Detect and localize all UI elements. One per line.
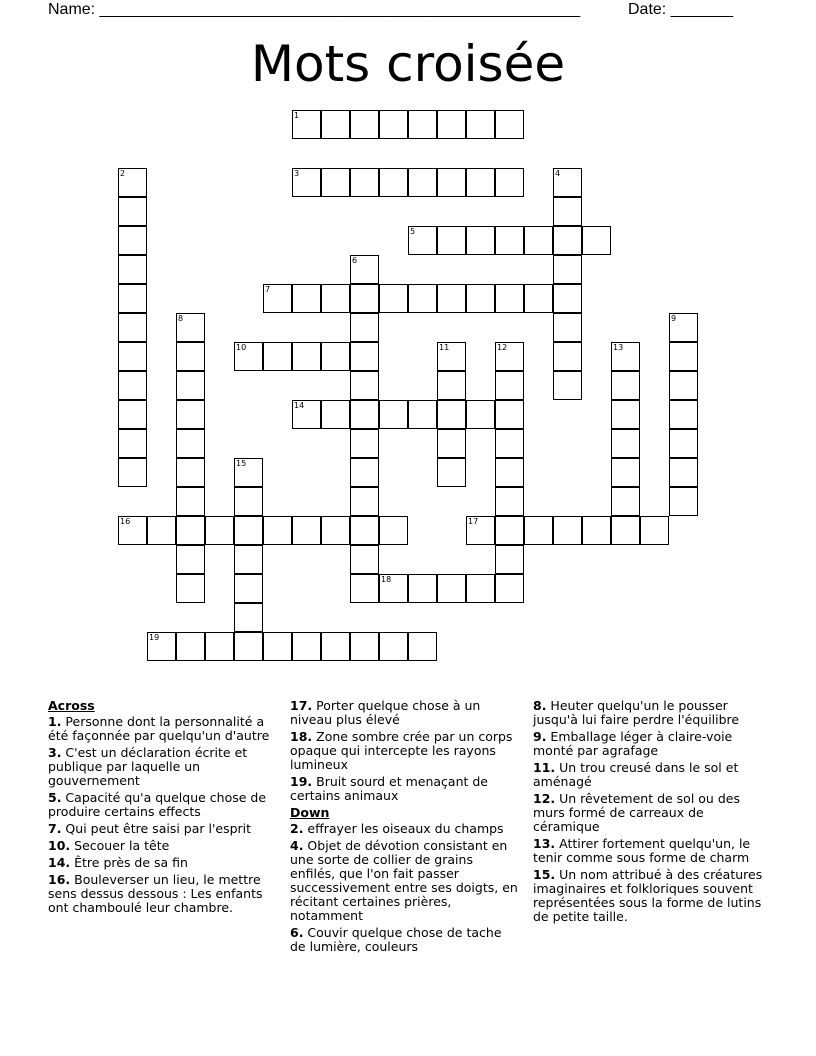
grid-cell[interactable] <box>582 226 611 255</box>
clue-number: 14 <box>294 401 305 410</box>
grid-cell[interactable] <box>495 110 524 139</box>
grid-cell[interactable] <box>263 284 292 313</box>
grid-cell[interactable] <box>553 342 582 371</box>
grid-cell[interactable] <box>495 487 524 516</box>
grid-cell[interactable] <box>437 168 466 197</box>
grid-cell[interactable] <box>350 284 379 313</box>
clue-item-number: 16. <box>48 872 71 887</box>
clue-item-number: 13. <box>533 836 556 851</box>
clue-item <box>48 746 270 788</box>
grid-cell[interactable] <box>118 342 147 371</box>
grid-cell[interactable] <box>466 226 495 255</box>
clue-number: 19 <box>149 633 160 642</box>
grid-cell[interactable] <box>350 168 379 197</box>
clue-item-text: Attirer fortement quelqu'un, le tenir comme sous forme de charm <box>533 836 751 865</box>
grid-cell[interactable] <box>350 487 379 516</box>
grid-cell[interactable] <box>205 632 234 661</box>
grid-cell[interactable] <box>379 284 408 313</box>
grid-cell[interactable] <box>437 342 466 371</box>
grid-cell[interactable] <box>611 429 640 458</box>
grid-cell[interactable] <box>118 255 147 284</box>
grid-cell[interactable] <box>118 429 147 458</box>
grid-cell[interactable] <box>408 284 437 313</box>
grid-cell[interactable] <box>118 516 147 545</box>
clue-item-number: 1. <box>48 714 62 729</box>
clue-item <box>533 730 767 758</box>
grid-cell[interactable] <box>292 110 321 139</box>
grid-cell[interactable] <box>466 168 495 197</box>
clue-item <box>48 856 270 870</box>
grid-cell[interactable] <box>321 516 350 545</box>
clue-number: 9 <box>671 314 677 323</box>
grid-cell[interactable] <box>437 574 466 603</box>
clue-item-number: 10. <box>48 838 71 853</box>
grid-cell[interactable] <box>669 400 698 429</box>
grid-cell[interactable] <box>669 371 698 400</box>
grid-cell[interactable] <box>495 168 524 197</box>
clue-number: 7 <box>265 285 271 294</box>
grid-cell[interactable] <box>495 458 524 487</box>
clue-column-1 <box>48 699 270 918</box>
grid-cell[interactable] <box>669 487 698 516</box>
grid-cell[interactable] <box>495 371 524 400</box>
grid-cell[interactable] <box>176 313 205 342</box>
grid-cell[interactable] <box>321 110 350 139</box>
grid-cell[interactable] <box>669 429 698 458</box>
grid-cell[interactable] <box>553 516 582 545</box>
clue-number: 18 <box>381 575 392 584</box>
grid-cell[interactable] <box>350 400 379 429</box>
grid-cell[interactable] <box>495 284 524 313</box>
grid-cell[interactable] <box>437 429 466 458</box>
clue-item-number: 19. <box>290 774 313 789</box>
grid-cell[interactable] <box>553 284 582 313</box>
grid-cell[interactable] <box>437 400 466 429</box>
grid-cell[interactable] <box>466 400 495 429</box>
grid-cell[interactable] <box>437 226 466 255</box>
grid-cell[interactable] <box>350 458 379 487</box>
grid-cell[interactable] <box>466 574 495 603</box>
grid-cell[interactable] <box>118 197 147 226</box>
clue-item-text: Zone sombre crée par un corps opaque qui intercepte les rayons lumineux <box>290 729 513 772</box>
grid-cell[interactable] <box>234 487 263 516</box>
clue-item-number: 3. <box>48 745 62 760</box>
grid-cell[interactable] <box>118 226 147 255</box>
grid-cell[interactable] <box>118 400 147 429</box>
across-heading: Across <box>48 698 95 713</box>
grid-cell[interactable] <box>234 516 263 545</box>
clue-item-text: effrayer les oiseaux du champs <box>303 821 504 836</box>
clue-number: 13 <box>613 343 624 352</box>
clue-item-text: Personne dont la personnalité a été façonnée par quelqu'un d'autre <box>48 714 270 743</box>
clue-item <box>290 699 520 727</box>
clue-item-number: 14. <box>48 855 71 870</box>
grid-cell[interactable] <box>176 429 205 458</box>
clue-item <box>533 837 767 865</box>
clue-number: 3 <box>294 169 300 178</box>
grid-cell[interactable] <box>611 371 640 400</box>
grid-cell[interactable] <box>263 632 292 661</box>
grid-cell[interactable] <box>350 371 379 400</box>
clue-item-number: 2. <box>290 821 304 836</box>
grid-cell[interactable] <box>234 342 263 371</box>
grid-cell[interactable] <box>176 371 205 400</box>
grid-cell[interactable] <box>379 516 408 545</box>
clue-item-number: 9. <box>533 729 547 744</box>
grid-cell[interactable] <box>379 574 408 603</box>
clue-item-text: Qui peut être saisi par l'esprit <box>61 821 252 836</box>
grid-cell[interactable] <box>611 458 640 487</box>
grid-cell[interactable] <box>176 400 205 429</box>
grid-cell[interactable] <box>176 458 205 487</box>
clue-item-number: 5. <box>48 790 62 805</box>
name-field[interactable]: Name: ______________________________________________________ <box>48 1 581 18</box>
grid-cell[interactable] <box>553 197 582 226</box>
grid-cell[interactable] <box>495 342 524 371</box>
grid-cell[interactable] <box>176 545 205 574</box>
grid-cell[interactable] <box>524 284 553 313</box>
grid-cell[interactable] <box>495 574 524 603</box>
grid-cell[interactable] <box>495 429 524 458</box>
grid-cell[interactable] <box>582 516 611 545</box>
clue-item-text: Capacité qu'a quelque chose de produire certains effects <box>48 790 267 819</box>
clue-number: 12 <box>497 343 508 352</box>
clue-number: 8 <box>178 314 184 323</box>
grid-cell[interactable] <box>524 226 553 255</box>
grid-cell[interactable] <box>118 168 147 197</box>
clue-number: 15 <box>236 459 247 468</box>
down-heading: Down <box>290 805 330 820</box>
grid-cell[interactable] <box>524 516 553 545</box>
clue-number: 4 <box>555 169 561 178</box>
grid-cell[interactable] <box>176 632 205 661</box>
grid-cell[interactable] <box>437 284 466 313</box>
grid-cell[interactable] <box>669 458 698 487</box>
grid-cell[interactable] <box>350 574 379 603</box>
grid-cell[interactable] <box>408 400 437 429</box>
clue-item-text: Bruit sourd et menaçant de certains animaux <box>290 774 488 803</box>
grid-cell[interactable] <box>118 458 147 487</box>
grid-cell[interactable] <box>292 400 321 429</box>
clue-item-text: Heuter quelqu'un le pousser jusqu'à lui faire perdre l'équilibre <box>533 698 740 727</box>
grid-cell[interactable] <box>321 168 350 197</box>
clue-item <box>290 730 520 772</box>
grid-cell[interactable] <box>292 516 321 545</box>
clue-item <box>533 792 767 834</box>
clue-item <box>290 775 520 803</box>
grid-cell[interactable] <box>379 400 408 429</box>
grid-cell[interactable] <box>553 313 582 342</box>
grid-cell[interactable] <box>495 226 524 255</box>
grid-cell[interactable] <box>292 632 321 661</box>
grid-cell[interactable] <box>495 545 524 574</box>
grid-cell[interactable] <box>147 632 176 661</box>
clue-number: 11 <box>439 343 450 352</box>
clue-number: 2 <box>120 169 126 178</box>
grid-cell[interactable] <box>553 168 582 197</box>
grid-cell[interactable] <box>118 371 147 400</box>
grid-cell[interactable] <box>350 313 379 342</box>
grid-cell[interactable] <box>408 226 437 255</box>
grid-cell[interactable] <box>553 371 582 400</box>
grid-cell[interactable] <box>234 458 263 487</box>
clue-number: 5 <box>410 227 416 236</box>
clue-item-text: Emballage léger à claire-voie monté par agrafage <box>533 729 733 758</box>
grid-cell[interactable] <box>379 168 408 197</box>
grid-cell[interactable] <box>640 516 669 545</box>
grid-cell[interactable] <box>321 342 350 371</box>
grid-cell[interactable] <box>321 632 350 661</box>
grid-cell[interactable] <box>495 400 524 429</box>
clue-item-number: 12. <box>533 791 556 806</box>
grid-cell[interactable] <box>292 342 321 371</box>
grid-cell[interactable] <box>466 516 495 545</box>
clue-item-text: C'est un déclaration écrite et publique par laquelle un gouvernement <box>48 745 248 788</box>
grid-cell[interactable] <box>147 516 176 545</box>
grid-cell[interactable] <box>176 487 205 516</box>
clue-item-number: 4. <box>290 838 304 853</box>
grid-cell[interactable] <box>176 516 205 545</box>
grid-cell[interactable] <box>234 632 263 661</box>
grid-cell[interactable] <box>350 516 379 545</box>
grid-cell[interactable] <box>234 574 263 603</box>
grid-cell[interactable] <box>611 487 640 516</box>
grid-cell[interactable] <box>553 226 582 255</box>
clue-item-text: Couvir quelque chose de tache de lumière, couleurs <box>290 925 502 954</box>
clue-item <box>48 873 270 915</box>
clue-item-number: 8. <box>533 698 547 713</box>
grid-cell[interactable] <box>379 110 408 139</box>
grid-cell[interactable] <box>321 284 350 313</box>
clue-number: 6 <box>352 256 358 265</box>
grid-cell[interactable] <box>437 371 466 400</box>
header <box>48 0 733 20</box>
grid-cell[interactable] <box>466 284 495 313</box>
page-title: Mots croisée <box>250 35 566 93</box>
grid-cell[interactable] <box>408 110 437 139</box>
clue-item <box>290 839 520 923</box>
clue-item <box>48 791 270 819</box>
grid-cell[interactable] <box>350 632 379 661</box>
grid-cell[interactable] <box>408 168 437 197</box>
grid-cell[interactable] <box>437 458 466 487</box>
grid-cell[interactable] <box>176 574 205 603</box>
grid-cell[interactable] <box>118 313 147 342</box>
grid-cell[interactable] <box>669 313 698 342</box>
clue-item-number: 17. <box>290 698 313 713</box>
grid-cell[interactable] <box>553 255 582 284</box>
clue-item <box>290 822 520 836</box>
grid-cell[interactable] <box>350 342 379 371</box>
clue-item <box>533 761 767 789</box>
grid-cell[interactable] <box>350 110 379 139</box>
clue-item-text: Porter quelque chose à un niveau plus élevé <box>290 698 481 727</box>
clue-item-text: Bouleverser un lieu, le mettre sens dessus dessous : Les enfants ont chamboulé leur chambre. <box>48 872 263 915</box>
clue-item-text: Un rêvetement de sol ou des murs formé de carreaux de céramique <box>533 791 740 834</box>
grid-cell[interactable] <box>495 516 524 545</box>
date-field[interactable]: Date: _______ <box>628 1 733 18</box>
grid-cell[interactable] <box>408 574 437 603</box>
grid-cell[interactable] <box>350 429 379 458</box>
clue-item <box>48 839 270 853</box>
clue-number: 1 <box>294 111 300 120</box>
grid-cell[interactable] <box>611 400 640 429</box>
clue-column-3 <box>533 699 767 927</box>
clue-item-number: 18. <box>290 729 313 744</box>
grid-cell[interactable] <box>350 255 379 284</box>
grid-cell[interactable] <box>379 632 408 661</box>
grid-cell[interactable] <box>408 632 437 661</box>
grid-cell[interactable] <box>669 342 698 371</box>
clue-item <box>533 868 767 924</box>
grid-cell[interactable] <box>234 545 263 574</box>
clue-item-number: 15. <box>533 867 556 882</box>
clue-item <box>290 926 520 954</box>
clue-item-number: 7. <box>48 821 62 836</box>
clue-column-2 <box>290 699 520 957</box>
grid-cell[interactable] <box>118 284 147 313</box>
clue-number: 16 <box>120 517 131 526</box>
grid-cell[interactable] <box>611 342 640 371</box>
clue-item-text: Être près de sa fin <box>70 855 188 870</box>
grid-cell[interactable] <box>176 342 205 371</box>
clue-item <box>48 715 270 743</box>
clue-item-text: Un nom attribué à des créatures imaginaires et folkloriques souvent représentées sous la forme de lutins de petite taille. <box>533 867 763 924</box>
grid-cell[interactable] <box>263 516 292 545</box>
clue-item-number: 11. <box>533 760 556 775</box>
clue-item <box>533 699 767 727</box>
clue-item-number: 6. <box>290 925 304 940</box>
clue-item-text: Secouer la tête <box>70 838 170 853</box>
clue-number: 17 <box>468 517 479 526</box>
grid-cell[interactable] <box>234 603 263 632</box>
clue-item <box>48 822 270 836</box>
grid-cell[interactable] <box>466 110 495 139</box>
grid-cell[interactable] <box>205 516 234 545</box>
grid-cell[interactable] <box>611 516 640 545</box>
grid-cell[interactable] <box>292 168 321 197</box>
clue-item-text: Objet de dévotion consistant en une sorte de collier de grains enfilés, que l'on fait passer successivement entre ses doigts, en récitant certaines prières, notamment <box>290 838 518 923</box>
grid-cell[interactable] <box>437 110 466 139</box>
grid-cell[interactable] <box>321 400 350 429</box>
grid-cell[interactable] <box>292 284 321 313</box>
grid-cell[interactable] <box>350 545 379 574</box>
clue-number: 10 <box>236 343 247 352</box>
clue-item-text: Un trou creusé dans le sol et aménagé <box>533 760 739 789</box>
grid-cell[interactable] <box>263 342 292 371</box>
